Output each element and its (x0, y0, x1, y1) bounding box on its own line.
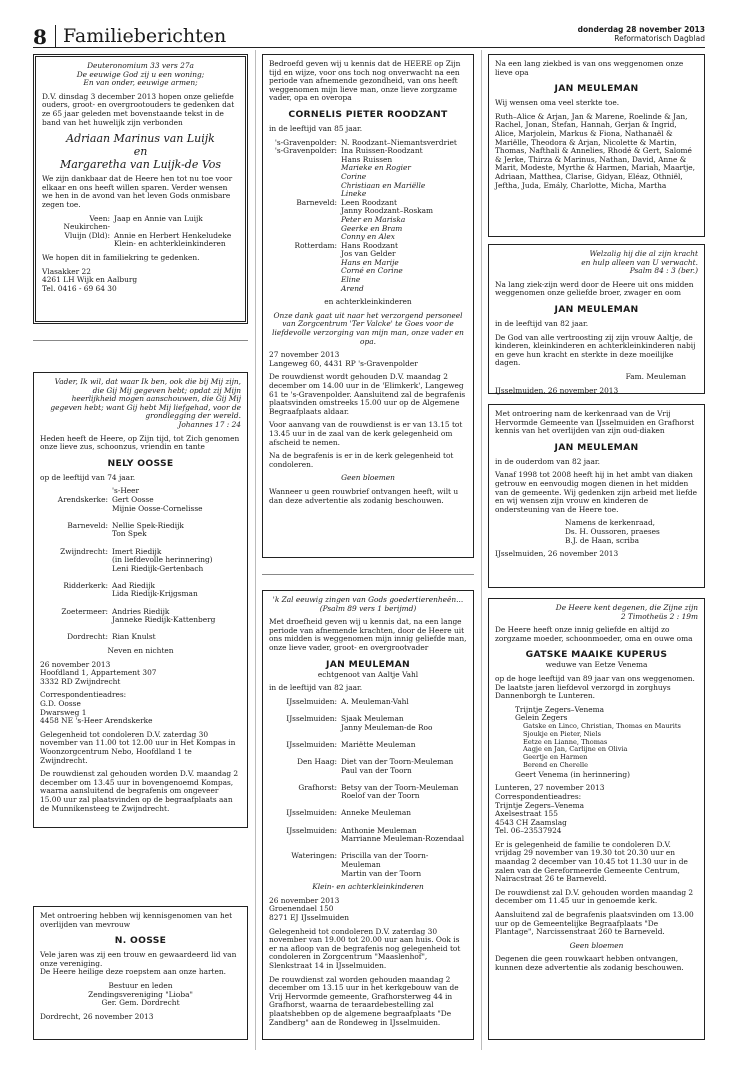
relative-row (269, 852, 467, 869)
column-rule (481, 50, 482, 1050)
relative-name: Rian Knulst (112, 632, 156, 642)
relative-name: Roelof van der Toorn (341, 791, 420, 801)
relative-name: Geerke en Bram (341, 223, 403, 233)
relative-name: Anthonie Meuleman (341, 825, 417, 835)
deceased-name: JAN MEULEMAN (326, 658, 410, 670)
place-label: Den Haag: (297, 756, 337, 766)
relative-name: Leen Roodzant (341, 197, 397, 207)
place-label (269, 250, 341, 259)
place-label (269, 259, 341, 268)
place-label: Wateringen: (291, 851, 337, 861)
deceased-name: JAN MEULEMAN (554, 441, 639, 453)
relative-name: Arend (341, 283, 364, 293)
place-label (40, 505, 112, 514)
relative-name: Marrianne Meuleman-Rozendaal (341, 834, 465, 844)
place-label (269, 835, 341, 844)
relative-row (269, 164, 467, 173)
paper-name: Reformatorisch Dagblad (614, 34, 705, 43)
relative-name: Ton Spek (112, 529, 147, 539)
relative-name: Paul van der Toorn (341, 765, 412, 775)
place-label (40, 590, 112, 599)
relative-name: Gert Oosse (112, 494, 154, 504)
relative-row (40, 565, 241, 574)
place-label: Arendskerke: (57, 494, 108, 504)
place-label (40, 556, 112, 565)
place-label: Dordrecht: (67, 632, 108, 642)
place-label (269, 792, 341, 801)
relative-name: Anneke Meuleman (341, 808, 412, 818)
relative-row (40, 590, 241, 599)
relative-name: Nellie Spek-Riedijk (112, 520, 184, 530)
notice-n-oosse: Met ontroering hebben wij kennisgenomen van het overlijden van mevrouw N. OOSSE Vele jaren was zij een trouw en gewaardeerd lid van onze vereniging. De Heere heilige deze roepstem aan onze harten. Bestuur en leden Zendingsvereniging "Lioba" Ger. Gem. Dordrecht Dordrecht, 26 november 2013 (33, 906, 248, 1040)
relative-row (269, 724, 467, 733)
relative-row (269, 870, 467, 879)
relative-name: Mijnie Oosse-Cornelisse (112, 503, 203, 513)
relative-name: Janny Roodzant–Roskam (341, 206, 434, 216)
place-label (269, 225, 341, 234)
relative-row (269, 835, 467, 844)
relative-name: Sjaak Meuleman (341, 713, 404, 723)
relative-name: Mariëtte Meuleman (341, 739, 416, 749)
relative-name: Lineke (341, 189, 367, 199)
deceased-name: CORNELIS PIETER ROODZANT (288, 108, 448, 120)
place-label: Rotterdam: (294, 240, 337, 250)
relative-row (269, 698, 467, 707)
place-label (269, 276, 341, 285)
place-label (269, 156, 341, 165)
relative-name: Priscilla van der Toorn-Meuleman (341, 851, 429, 870)
place-label: IJsselmuiden: (286, 739, 337, 749)
place-label: Ridderkerk: (63, 580, 108, 590)
relative-row (269, 267, 467, 276)
place-label (269, 267, 341, 276)
page-number: 8 (33, 25, 47, 49)
notice-grandchildren: Na een lang ziekbed is van ons weggenomen onze lieve opa JAN MEULEMAN Wij wensen oma veel sterkte toe. Ruth–Alice & Arjan, Jan & Marene, Roelinde & Jan, Rachel, Jonan, Stefan, Hannah, Gerjan & Ingrid, Alice, Marjolein, Markus & Fiona, Nathanaël & Mariëlle, Theodora & Arjan, Nicolette & Martin, Thomas, Nafthali & Annelies, Rhodé & Gert, Salomé & Jerke, Thirza & Marinus, Nathan, David, Anne & Marit, Modeste, Myrthe & Harmen, Mariah, Maartje, Adriaan, Matthea, Clarise, Gidyan, Eléaz, Othniël, Jeftha, Juda, Emály, Charlotte, Micha, Martha (488, 54, 705, 237)
place-label (269, 767, 341, 776)
place-label: IJsselmuiden: (286, 696, 337, 706)
relative-name: Eline (341, 275, 361, 285)
deceased-name: NELY OOSSE (107, 457, 174, 469)
relatives-list: Veen: Jaap en Annie van Luijk Neukirchen- Vluijn (Dld): Annie en Herbert Henkeludeke Klein- en achterkleinkinderen (63, 213, 232, 249)
place-label: Barneveld: (296, 197, 337, 207)
place-label (269, 164, 341, 173)
relative-name: Imert Riedijk (112, 546, 162, 556)
place-label (40, 616, 112, 625)
place-label (269, 870, 341, 879)
relative-name: 's-Heer (112, 486, 140, 496)
relative-row (269, 276, 467, 285)
obituary-kuperus: De Heere kent degenen, die Zijne zijn 2 Timotheüs 2 : 19m De Heere heeft onze innig geliefde en altijd zo zorgzame moeder, schoonmoeder, oma en ouwe oma GATSKE MAAIKE KUPERUS weduwe van Eetze Venema op de hoge leeftijd van 89 jaar van ons weggenomen. De laatste jaren liefdevol verzorgd in zorghuys Dannenborgh te Lunteren. Trijntje Zegers–Venema Gelein Zegers Gatske en Linco, Christian, Thomas en Maurits Sjoukje en Pieter, Niels Eetze en Lianne, Thomas Aagje en Jan, Carlijne en Olivia Geertje en Harmen Berend en Cherelle Geert Venema (in herinnering) Lunteren, 27 november 2013 Correspondentieadres: Trijntje Zegers–Venema Axelsestraat 155 4543 CH Zaamslag Tel. 06–23537924 Er is gelegenheid de familie te condoleren D.V. vrijdag 29 november van 19.30 tot 20.30 uur en maandag 2 december van 10.45 tot 11.30 uur in de zalen van de Gereformeerde Gemeente Centrum, Nairacstraat 26 te Barneveld. De rouwdienst zal D.V. gehouden worden maandag 2 december om 11.45 uur in genoemde kerk. Aansluitend zal de begrafenis plaatsvinden om 13.00 uur op de Gemeentelijke Begraafplaats "De Plantage", Narcissenstraat 260 te Barneveld. Geen bloemen Degenen die geen rouwkaart hebben ontvangen, kunnen deze advertentie als zodanig beschouwen. (488, 598, 705, 1040)
relative-name: Hans Ruissen (341, 154, 393, 164)
relative-name: Christiaan en Mariëlle (341, 180, 426, 190)
relative-row (269, 285, 467, 294)
relative-name: Corné en Corine (341, 266, 403, 276)
place-label: 's-Gravenpolder: (274, 137, 337, 147)
relative-name: Marieke en Rogier (341, 163, 411, 173)
relative-name: Janneke Riedijk-Kattenberg (112, 615, 216, 625)
relative-name: A. Meuleman-Vahl (341, 696, 409, 706)
section-title: Familieberichten (55, 25, 226, 47)
relative-name: Corine (341, 171, 367, 181)
relative-name: Janny Meuleman-de Roo (341, 722, 433, 732)
obituary-nely-oosse: Vader, Ik wil, dat waar Ik ben, ook die bij Mij zijn, die Gij Mij gegeven hebt; opdat zij Mijn heerlijkheid mogen aanschouwen, die Gij Mij gegeven hebt; want Gij hebt Mij liefgehad, voor de grondlegging der wereld. Johannes 17 : 24 Heden heeft de Heere, op Zijn tijd, tot Zich genomen onze lieve zus, schoonzus, vriendin en tante NELY OOSSE op de leeftijd van 74 jaar. 's-Heer Arendskerke: Gert Oosse Mijnie Oosse-Cornelisse Barneveld: Nellie Spek-Riedijk Ton Spek Zwijndrecht: Imert Riedijk (in liefdevolle herinnering) Leni Riedijk-Gertenbach Ridderkerk: Aad Riedijk Lida Riedijk-Krijgsman Zoetermeer: Andries Riedijk Janneke Riedijk-Kattenberg Dordrecht: Rian Knulst Neven en nichten 26 november 2013 Hoofdland 1, Appartement 307 3332 RD Zwijndrecht Correspondentieadres: G.D. Oosse Dwarsweg 1 4458 NE 's-Heer Arendskerke Gelegenheid tot condoleren D.V. zaterdag 30 november van 11.00 tot 12.00 uur in Het Kompas in Woonzorgcentrum Nebo, Hoofdland 1 te Zwijndrecht. De rouwdienst zal gehouden worden D.V. maandag 2 december om 13.45 uur in bovengenoemd Kompas, waarna aansluitend de begrafenis om ongeveer 15.00 uur zal plaatsvinden op de begraafplaats aan de Munnikensteeg te Zwijndrecht. (33, 372, 248, 828)
place-label: Barneveld: (67, 520, 108, 530)
place-label (269, 285, 341, 294)
place-label (40, 530, 112, 539)
relatives-list (269, 698, 467, 878)
relative-name: Diet van der Toorn-Meuleman (341, 756, 454, 766)
relative-name: Martin van der Toorn (341, 868, 422, 878)
relatives-list (40, 487, 241, 642)
relatives-list (269, 139, 467, 294)
relative-name: Andries Riedijk (112, 606, 170, 616)
relative-name: (in liefdevolle herinnering) (112, 555, 213, 565)
relative-name: Lida Riedijk-Krijgsman (112, 589, 198, 599)
obituary-roodzant: Bedroefd geven wij u kennis dat de HEERE op Zijn tijd en wijze, voor ons toch nog onverwacht na een periode van afnemende gezondheid, van ons heeft weggenomen mijn lieve man, onze lieve zorgzame vader, opa en overopa CORNELIS PIETER ROODZANT in de leeftijd van 85 jaar. 's-Gravenpolder: N. Roodzant–Niemantsverdriet 's-Gravenpolder: Ina Ruissen-Roodzant Hans Ruissen Marieke en Rogier Corine Christiaan en Mariëlle Lineke Barneveld: Leen Roodzant Janny Roodzant–Roskam Peter en Mariska Geerke en Bram Conny en Alex Rotterdam: Hans Roodzant Jos van Gelder Hans en Marije Corné en Corine Eline Arend en achterkleinkinderen Onze dank gaat uit naar het verzorgend personeel van Zorgcentrum 'Ter Valcke' te Goes voor de liefdevolle verzorging van mijn man, onze vader en opa. 27 november 2013 Langeweg 60, 4431 RP 's-Gravenpolder De rouwdienst wordt gehouden D.V. maandag 2 december om 14.00 uur in de 'Elimkerk', Langeweg 61 te 's-Gravenpolder. Aansluitend zal de begrafenis plaatsvinden omstreeks 15.00 uur op de Algemene Begraafplaats aldaar. Voor aanvang van de rouwdienst is er van 13.15 tot 13.45 uur in de zaal van de kerk gelegenheid om afscheid te nemen. Na de begrafenis is er in de kerk gelegenheid tot condoleren. Geen bloemen Wanneer u geen rouwbrief ontvangen heeft, wilt u dan deze advertentie als zodanig beschouwen. (262, 54, 474, 558)
deceased-name: JAN MEULEMAN (554, 83, 639, 95)
deceased-name: JAN MEULEMAN (554, 303, 639, 315)
relative-name: N. Roodzant–Niemantsverdriet (341, 137, 457, 147)
relative-row (40, 505, 241, 514)
place-label (269, 173, 341, 182)
notice-church-council: Met ontroering nam de kerkenraad van de Vrij Hervormde Gemeente van IJsselmuiden en Grafhorst kennis van het overlijden van zijn oud-diaken JAN MEULEMAN in de ouderdom van 82 jaar. Vanaf 1998 tot 2008 heeft hij in het ambt van diaken getrouw en eenvoudig mogen dienen in het midden van de gemeente. Wij gedenken zijn arbeid met liefde en wij wensen zijn vrouw en kinderen de ondersteuning van de Heere toe. Namens de kerkenraad, Ds. H. Oussoren, praeses B.J. de Haan, scriba IJsselmuiden, 26 november 2013 (488, 404, 705, 588)
relative-name: Leni Riedijk-Gertenbach (112, 563, 204, 573)
place-label: 's-Gravenpolder: (274, 146, 337, 156)
place-label: Grafhorst: (298, 782, 337, 792)
relative-name: Hans Roodzant (341, 240, 398, 250)
divider (33, 340, 248, 341)
couple-name: Adriaan Marinus van Luijk en Margaretha van Luijk-de Vos (59, 132, 222, 172)
place-label (40, 565, 112, 574)
deceased-name: N. OOSSE (114, 935, 167, 947)
issue-date: donderdag 28 november 2013 Reformatorisch Dagblad (577, 25, 705, 43)
page-header (33, 24, 705, 48)
place-label: Zwijndrecht: (60, 546, 108, 556)
relative-name: Ina Ruissen-Roodzant (341, 146, 423, 156)
place-label: IJsselmuiden: (286, 713, 337, 723)
relative-name: Jos van Gelder (341, 249, 396, 259)
relative-row (40, 530, 241, 539)
anniversary-notice: Deuteronomium 33 vers 27a De eeuwige God zij u een woning; En van onder, eeuwige armen; D.V. dinsdag 3 december 2013 hopen onze geliefde ouders, groot- en overgrootouders te gedenken dat ze 65 jaar geleden met bovenstaande tekst in de band van het huwelijk zijn verbonden Adriaan Marinus van Luijk en Margaretha van Luijk-de Vos We zijn dankbaar dat de Heere hen tot nu toe voor elkaar en ons heeft willen sparen. Verder wensen we hen in de avond van het leven Gods onmisbare zegen toe. Veen: Jaap en Annie van Luijk Neukirchen- Vluijn (Dld): Annie en Herbert Henkeludeke Klein- en achterkleinkinderen We hopen dit in familiekring te gedenken. Vlasakker 22 4261 LH Wijk en Aalburg Tel. 0416 - 69 64 30 (33, 54, 248, 324)
deceased-name: GATSKE MAAIKE KUPERUS (525, 649, 668, 661)
relative-row (40, 616, 241, 625)
relative-row (269, 182, 467, 191)
obituary-jan-meuleman: 'k Zal eeuwig zingen van Gods goedertierenheên... (Psalm 89 vers 1 berijmd) Met droefheid geven wij u kennis dat, na een lange periode van afnemende krachten, door de Heere uit ons midden is weggenomen mijn innig geliefde man, onze lieve vader, groot- en overgrootvader JAN MEULEMAN echtgenoot van Aaltje Vahl in de leeftijd van 82 jaar. IJsselmuiden: A. Meuleman-Vahl IJsselmuiden: Sjaak Meuleman Janny Meuleman-de Roo IJsselmuiden: Mariëtte Meuleman Den Haag: Diet van der Toorn-Meuleman Paul van der Toorn Grafhorst: Betsy van der Toorn-Meuleman Roelof van der Toorn IJsselmuiden: Anneke Meuleman IJsselmuiden: Anthonie Meuleman Marrianne Meuleman-Rozendaal Wateringen: Priscilla van der Toorn-Meuleman Martin van der Toorn Klein- en achterkleinkinderen 26 november 2013 Groenendael 150 8271 EJ IJsselmuiden Gelegenheid tot condoleren D.V. zaterdag 30 november van 19.00 tot 20.00 uur aan huis. Ook is er na afloop van de begrafenis nog gelegenheid tot condoleren in Zorgcentrum "Maaslenhof", Slenkstraat 14 in IJsselmuiden. De rouwdienst zal worden gehouden maandag 2 december om 13.15 uur in het kerkgebouw van de Vrij Hervormde gemeente, Grafhorsterweg 44 in Grafhorst, waarna de teraardebestelling zal plaatshebben op de algemene begraafplaats "De Zandberg" aan de Rondeweg in IJsselmuiden. (262, 590, 474, 1040)
divider (262, 574, 474, 575)
place-label: Zoetermeer: (61, 606, 108, 616)
place-label (269, 207, 341, 216)
relative-name: Aad Riedijk (112, 580, 155, 590)
relative-row (269, 741, 467, 750)
relative-name: Betsy van der Toorn-Meuleman (341, 782, 459, 792)
place-label (269, 182, 341, 191)
relative-row (269, 767, 467, 776)
relative-name: Peter en Mariska (341, 214, 406, 224)
column-rule (255, 50, 256, 1050)
relative-name: Hans en Marije (341, 257, 399, 267)
place-label (269, 724, 341, 733)
notice-family: Welzalig hij die al zijn kracht en hulp alleen van U verwacht. Psalm 84 : 3 (ber.) Na lang ziek-zijn werd door de Heere uit ons midden weggenomen onze geliefde broer, zwager en oom JAN MEULEMAN in de leeftijd van 82 jaar. De God van alle vertroosting zij zijn vrouw Aaltje, de kinderen, kleinkinderen en achterkleinkinderen nabij en geve hun kracht en sterkte in deze moeilijke dagen. Fam. Meuleman IJsselmuiden, 26 november 2013 (488, 244, 705, 394)
place-label (269, 216, 341, 225)
relative-row (269, 792, 467, 801)
place-label: IJsselmuiden: (286, 825, 337, 835)
relative-name: Conny en Alex (341, 232, 395, 242)
place-label: IJsselmuiden: (286, 808, 337, 818)
relative-row (40, 633, 241, 642)
relative-row (269, 809, 467, 818)
